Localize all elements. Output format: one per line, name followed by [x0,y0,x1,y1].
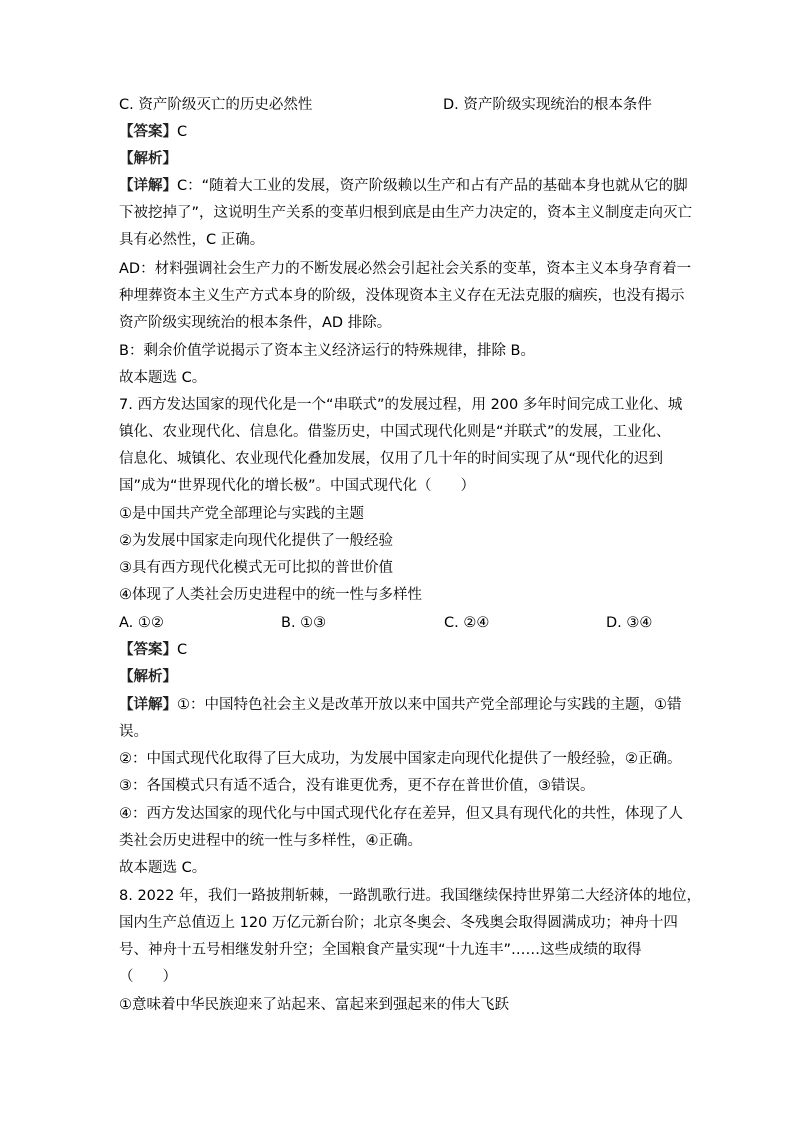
statement-item: ②为发展中国家走向现代化提供了一般经验 [119,533,393,549]
option-d: D. ③④ [606,615,653,631]
answer-value: C [177,642,188,658]
question-stem: 8. 2022 年，我们一路披荆斩棘，一路凯歌行进。我国继续保持世界第二大经济体的地位， [119,888,701,904]
option-c: C. ②④ [444,615,490,631]
answer-tag: 【答案】 [119,124,177,140]
question-stem: （ ） [119,969,177,985]
question-stem: 国”成为“世界现代化的增长极”。中国式现代化（ ） [119,478,476,494]
statement-item: ③具有西方现代化模式无可比拟的普世价值 [119,560,393,576]
conclusion: 故本题选 C。 [119,860,207,876]
conclusion: 故本题选 C。 [119,370,207,386]
detail-text: ①：中国特色社会主义是改革开放以来中国共产党全部理论与实践的主题，①错 [177,697,682,713]
analysis-tag: 【解析】 [119,151,177,167]
detail-text: ②：中国式现代化取得了巨大成功，为发展中国家走向现代化提供了一般经验，②正确。 [119,751,682,767]
answer-line [119,640,187,660]
analysis-b: B：剩余价值学说揭示了资本主义经济运行的特殊规律，排除 B。 [119,343,536,359]
analysis-ad: 资产阶级实现统治的根本条件，AD 排除。 [119,315,392,331]
question-stem: 镇化、农业现代化、信息化。借鉴历史，中国式现代化则是“并联式”的发展，工业化、 [119,424,671,440]
detail-text: 具有必然性，C 正确。 [119,232,265,248]
option-d: D. 资产阶级实现统治的根本条件 [443,97,652,113]
analysis-tag: 【解析】 [119,669,177,685]
detail-text: ③：各国模式只有适不适合，没有谁更优秀，更不存在普世价值，③错误。 [119,778,595,794]
statement-item: ④体现了人类社会历史进程中的统一性与多样性 [119,587,422,603]
option-c: C. 资产阶级灭亡的历史必然性 [119,97,313,113]
question-stem: 7. 西方发达国家的现代化是一个“串联式”的发展过程，用 200 多年时间完成工业化、城 [119,397,683,413]
detail-line [119,176,688,196]
answer-tag: 【答案】 [119,642,177,658]
detail-line [119,695,682,715]
question-stem: 号、神舟十五号相继发射升空；全国粮食产量实现“十九连丰”……这些成绩的取得 [119,942,642,958]
detail-text: ④：西方发达国家的现代化与中国式现代化存在差异，但又具有现代化的共性，体现了人 [119,806,683,822]
statement-item: ①意味着中华民族迎来了站起来、富起来到强起来的伟大飞跃 [119,997,509,1013]
detail-text: 下被挖掉了”，这说明生产关系的变革归根到底是由生产力决定的，资本主义制度走向灭亡 [119,205,693,221]
answer-line [119,122,187,142]
option-b: B. ①③ [281,615,327,631]
detail-tag: 【详解】 [119,178,177,194]
analysis-ad: 种埋葬资本主义生产方式本身的阶级，没体现资本主义存在无法克服的痼疾，也没有揭示 [119,288,685,304]
question-stem: 信息化、城镇化、农业现代化叠加发展，仅用了几十年的时间实现了从“现代化的迟到 [119,451,664,467]
detail-text: 误。 [119,724,148,740]
detail-text: 类社会历史进程中的统一性与多样性，④正确。 [119,833,422,849]
question-stem: 国内生产总值迈上 120 万亿元新台阶；北京冬奥会、冬残奥会取得圆满成功；神舟十四 [119,915,678,931]
detail-text: C：“随着大工业的发展，资产阶级赖以生产和占有产品的基础本身也就从它的脚 [177,178,688,194]
option-a: A. ①② [119,615,164,631]
statement-item: ①是中国共产党全部理论与实践的主题 [119,506,364,522]
answer-value: C [177,124,188,140]
detail-tag: 【详解】 [119,697,177,713]
analysis-ad: AD：材料强调社会生产力的不断发展必然会引起社会关系的变革，资本主义本身孕育着一 [119,261,692,277]
